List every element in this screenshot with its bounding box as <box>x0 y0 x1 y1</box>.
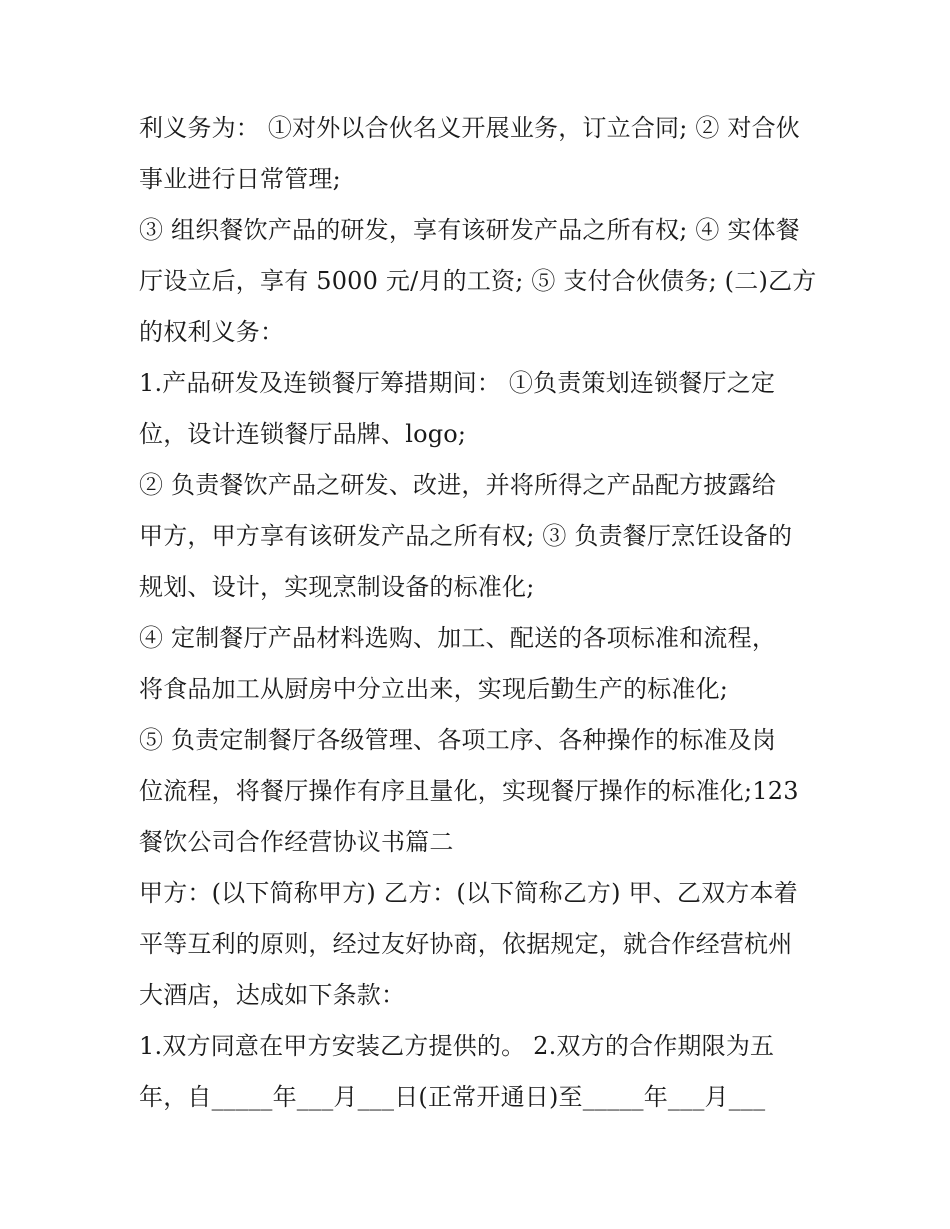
text-line: 甲方，甲方享有该研发产品之所有权; ③ 负责餐厅烹饪设备的 <box>139 522 793 550</box>
text-line: 规划、设计，实现烹制设备的标准化; <box>139 573 535 601</box>
text-line: 平等互利的原则，经过友好协商，依据规定，就合作经营杭州 <box>139 930 793 958</box>
text-line: 将食品加工从厨房中分立出来，实现后勤生产的标准化; <box>139 675 729 703</box>
text-line: 的权利义务： <box>139 318 285 346</box>
text-line: ④ 定制餐厅产品材料选购、加工、配送的各项标准和流程， <box>139 624 777 652</box>
text-line: ② 负责餐饮产品之研发、改进，并将所得之产品配方披露给 <box>139 471 777 499</box>
text-line: ⑤ 负责定制餐厅各级管理、各项工序、各种操作的标准及岗 <box>139 726 777 754</box>
section-heading: 餐饮公司合作经营协议书篇二 <box>139 828 454 856</box>
text-line: 事业进行日常管理; <box>139 165 341 193</box>
text-line: 1.产品研发及连锁餐厅筹措期间： ①负责策划连锁餐厅之定 <box>139 369 776 397</box>
text-line: 位流程，将餐厅操作有序且量化，实现餐厅操作的标准化;123 <box>139 777 799 805</box>
text-line: 年，自_____年___月___日(正常开通日)至_____年___月___ <box>139 1083 766 1111</box>
text-line: 大酒店，达成如下条款： <box>139 981 406 1009</box>
text-line: ③ 组织餐饮产品的研发，享有该研发产品之所有权; ④ 实体餐 <box>139 216 800 244</box>
text-line: 甲方：(以下简称甲方) 乙方：(以下简称乙方) 甲、乙双方本着 <box>139 879 798 907</box>
document-body <box>139 103 839 1123</box>
text-line: 利义务为： ①对外以合伙名义开展业务，订立合同; ② 对合伙 <box>139 114 800 142</box>
text-line: 1.双方同意在甲方安装乙方提供的。 2.双方的合作期限为五 <box>139 1032 775 1060</box>
text-line: 厅设立后，享有 5000 元/月的工资; ⑤ 支付合伙债务; (二)乙方 <box>139 267 817 295</box>
text-line: 位，设计连锁餐厅品牌、logo; <box>139 420 467 448</box>
